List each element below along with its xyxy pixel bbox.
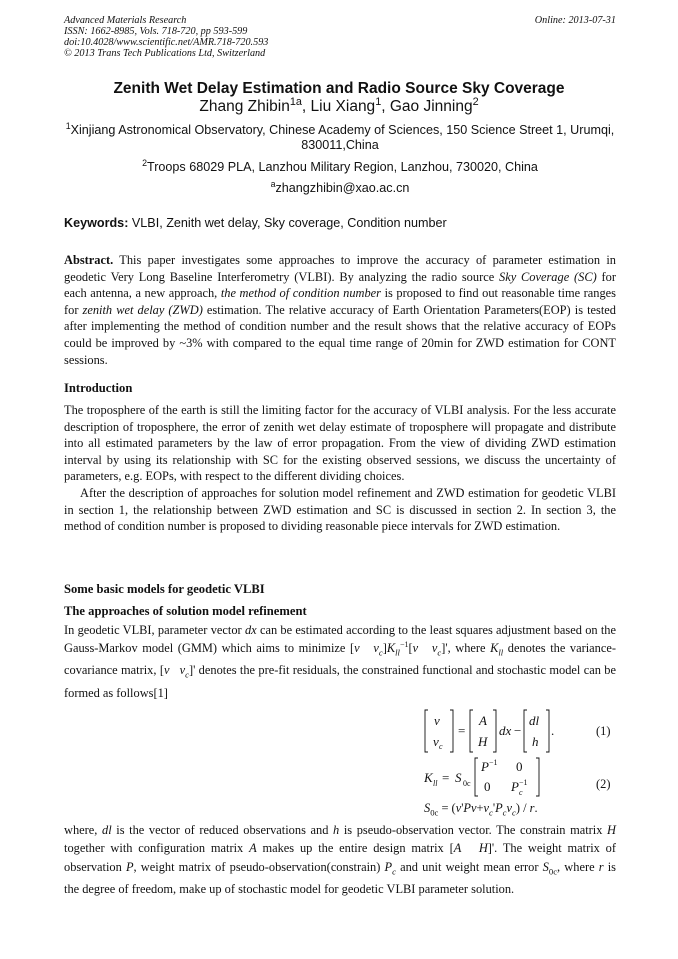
svg-text:ll: ll [433, 779, 438, 788]
equation-2-kll [424, 756, 554, 802]
svg-text:dl: dl [529, 713, 540, 728]
svg-text:K: K [424, 770, 433, 785]
journal-name: Advanced Materials Research [64, 15, 187, 26]
abstract-text: is proposed to find out reasonable time ranges for [64, 286, 616, 317]
author-name: Gao Jinning [389, 98, 473, 115]
equation-1-number: (1) [596, 724, 611, 738]
math-dx: dx [244, 623, 257, 637]
svg-text:c: c [439, 742, 443, 751]
svg-text:H: H [478, 734, 488, 749]
abstract-italic: zenith wet delay (ZWD) [82, 302, 203, 317]
journal-doi: doi:10.4028/www.scientific.net/AMR.718-720.593 [64, 37, 269, 48]
math-Pc: $P_c$ [384, 859, 396, 877]
math-P: P [125, 859, 134, 874]
svg-text:0: 0 [484, 779, 491, 794]
svg-text:.: . [551, 723, 554, 738]
math-dl: dl [102, 823, 112, 837]
journal-header [64, 15, 616, 59]
math-kll: $K_{ll}$ [490, 641, 504, 658]
author-name: Zhang Zhibin [199, 98, 290, 115]
author-sup: 1a [289, 95, 302, 108]
body-text: is the degree of freedom, make up of stochastic model for geodetic VLBI parameter solution. [64, 859, 616, 897]
svg-text:−1: −1 [519, 778, 528, 787]
body-text: , weight matrix of pseudo-observation(constrain) [133, 859, 385, 874]
abstract-text: This paper investigates some approaches to improve the accuracy of parameter estimation in geodetic Very Long Baseline Interferometry (VLBI). By analyzing the radio source [64, 253, 616, 284]
equation-2-number: (2) [596, 777, 611, 791]
affiliation-sup: 1 [65, 120, 71, 131]
section-heading-introduction: Introduction [64, 381, 133, 395]
author-sup: 1 [375, 95, 382, 108]
keywords-label: Keywords: [64, 216, 129, 230]
math-A: A [249, 841, 257, 856]
body-text: In geodetic VLBI, parameter vector [64, 623, 245, 637]
abstract-italic: the method of condition number [220, 286, 381, 301]
abstract-text: estimation. The relative accuracy of Earth Orientation Parameters(EOP) is tested after implementing the method of condition number and the result shows that the relative accuracy of EOPs could be improved by ~3% with compared to the equal time range of 20min for ZWD estimation for CONT sessions. [64, 302, 616, 367]
intro-text: The troposphere of the earth is still the limiting factor for the accuracy of VLBI analysis. For the less accurate description of troposphere, the error of zenith wet delay estimate of troposphere will propagate and distribute into all estimated parameters by the law of error propagation. From the view of dividing ZWD estimation interval by using its relationship with SC for the existing observed sessions, we discuss the uncertainty of parameters, e.g. EOPs, with respect to the different dividing choices. [64, 403, 616, 484]
body-text: and unit weight mean error [400, 859, 543, 874]
online-date: Online: 2013-07-31 [534, 15, 616, 26]
svg-text:v: v [433, 734, 439, 749]
section1-paragraph-2 [64, 821, 616, 899]
keywords-text: VLBI, Zenith wet delay, Sky coverage, Condition number [131, 216, 447, 230]
svg-text:S: S [455, 770, 462, 785]
math-h: h [333, 823, 340, 837]
svg-text:−: − [514, 723, 522, 738]
abstract-label: Abstract. [64, 253, 114, 267]
svg-text:v: v [434, 713, 440, 728]
affiliation-text: Troops 68029 PLA, Lanzhou Military Region, Lanzhou, 730020, China [147, 160, 538, 174]
equation-2-s0c: $S_{0c} = (v'Pv+v_c'P_cv_c) / r$. [424, 801, 538, 818]
body-text: together with configuration matrix [64, 841, 250, 856]
journal-issn: ISSN: 1662-8985, Vols. 718-720, pp 593-599 [64, 26, 248, 37]
email-text: zhangzhibin@xao.ac.cn [275, 181, 410, 195]
intro-paragraph-1 [64, 402, 616, 535]
author-sup: 2 [472, 95, 479, 108]
equation-1 [424, 708, 554, 758]
math-H: H [607, 823, 616, 837]
math-residual: [v $v_c]'$ [159, 663, 196, 680]
svg-text:A: A [479, 713, 487, 728]
author-sep: , [301, 98, 311, 115]
svg-text:0c: 0c [463, 779, 471, 788]
equation-1-graphic [424, 708, 554, 754]
section1-paragraph-1 [64, 621, 616, 702]
affiliation-text: Xinjiang Astronomical Observatory, Chinese Academy of Sciences, 150 Science Street 1, Urumqi, 830011,China [70, 123, 615, 152]
intro-text: After the description of approaches for solution model refinement and ZWD estimation for geodetic VLBI in section 1, the relationship between ZWD estimation and SC is discussed in section 2. In section 3, the method of condition number is proposed to dividing reasonable piece intervals for ZWD estimation. [64, 485, 616, 534]
svg-text:−1: −1 [489, 758, 498, 767]
body-text: , where [447, 641, 486, 655]
svg-text:P: P [481, 759, 489, 774]
svg-text:=: = [442, 770, 450, 785]
author-sep: , [381, 98, 390, 115]
affiliation-2 [64, 157, 616, 175]
body-text: denotes the pre-fit residuals, the constrained functional and stochastic model can be formed as follows[1] [64, 663, 616, 700]
svg-text:h: h [532, 734, 539, 749]
svg-text:P: P [511, 779, 519, 794]
abstract [64, 252, 616, 368]
author-name: Liu Xiang [310, 98, 376, 115]
author-email [64, 178, 616, 196]
equation-2-graphic [424, 756, 554, 798]
section-heading-basic-models: Some basic models for geodetic VLBI [64, 582, 265, 596]
math-r: r [598, 859, 604, 874]
affiliation-sup: 2 [142, 157, 147, 168]
body-text: is the vector of reduced observations and [111, 823, 334, 837]
abstract-italic: Sky Coverage (SC) [499, 269, 597, 284]
math-S0c: $S_{0c}$ [542, 859, 558, 877]
svg-text:c: c [519, 788, 523, 797]
body-text: is pseudo-observation vector. The constrain matrix [339, 823, 608, 837]
math-objective: [v $v_c]K_{ll}^{-1}[v$ $v_c]'$ [350, 639, 448, 658]
subsection-heading-refinement: The approaches of solution model refinement [64, 604, 307, 618]
author-list [0, 95, 678, 116]
paper-title: Zenith Wet Delay Estimation and Radio Source Sky Coverage [113, 80, 565, 97]
svg-text:dx: dx [499, 723, 512, 738]
body-text: makes up the entire design matrix [256, 841, 450, 856]
body-text: denotes the variance-covariance matrix, [64, 641, 616, 678]
affiliation-1 [64, 120, 616, 153]
svg-text:=: = [458, 723, 466, 738]
svg-text:0: 0 [516, 759, 523, 774]
body-text: where, [64, 823, 102, 837]
body-text: . The weight matrix of observation [64, 841, 616, 874]
body-text: can be estimated according to the least squares adjustment based on the Gauss-Markov model (GMM) which aims to minimize [64, 623, 617, 655]
journal-copyright: © 2013 Trans Tech Publications Ltd, Switzerland [64, 48, 266, 59]
abstract-text: for each antenna, a new approach, [64, 269, 616, 301]
keywords [64, 216, 616, 230]
math-AH: [A H]' [449, 841, 495, 856]
body-text: , where [557, 859, 599, 874]
email-sup: a [270, 178, 276, 189]
